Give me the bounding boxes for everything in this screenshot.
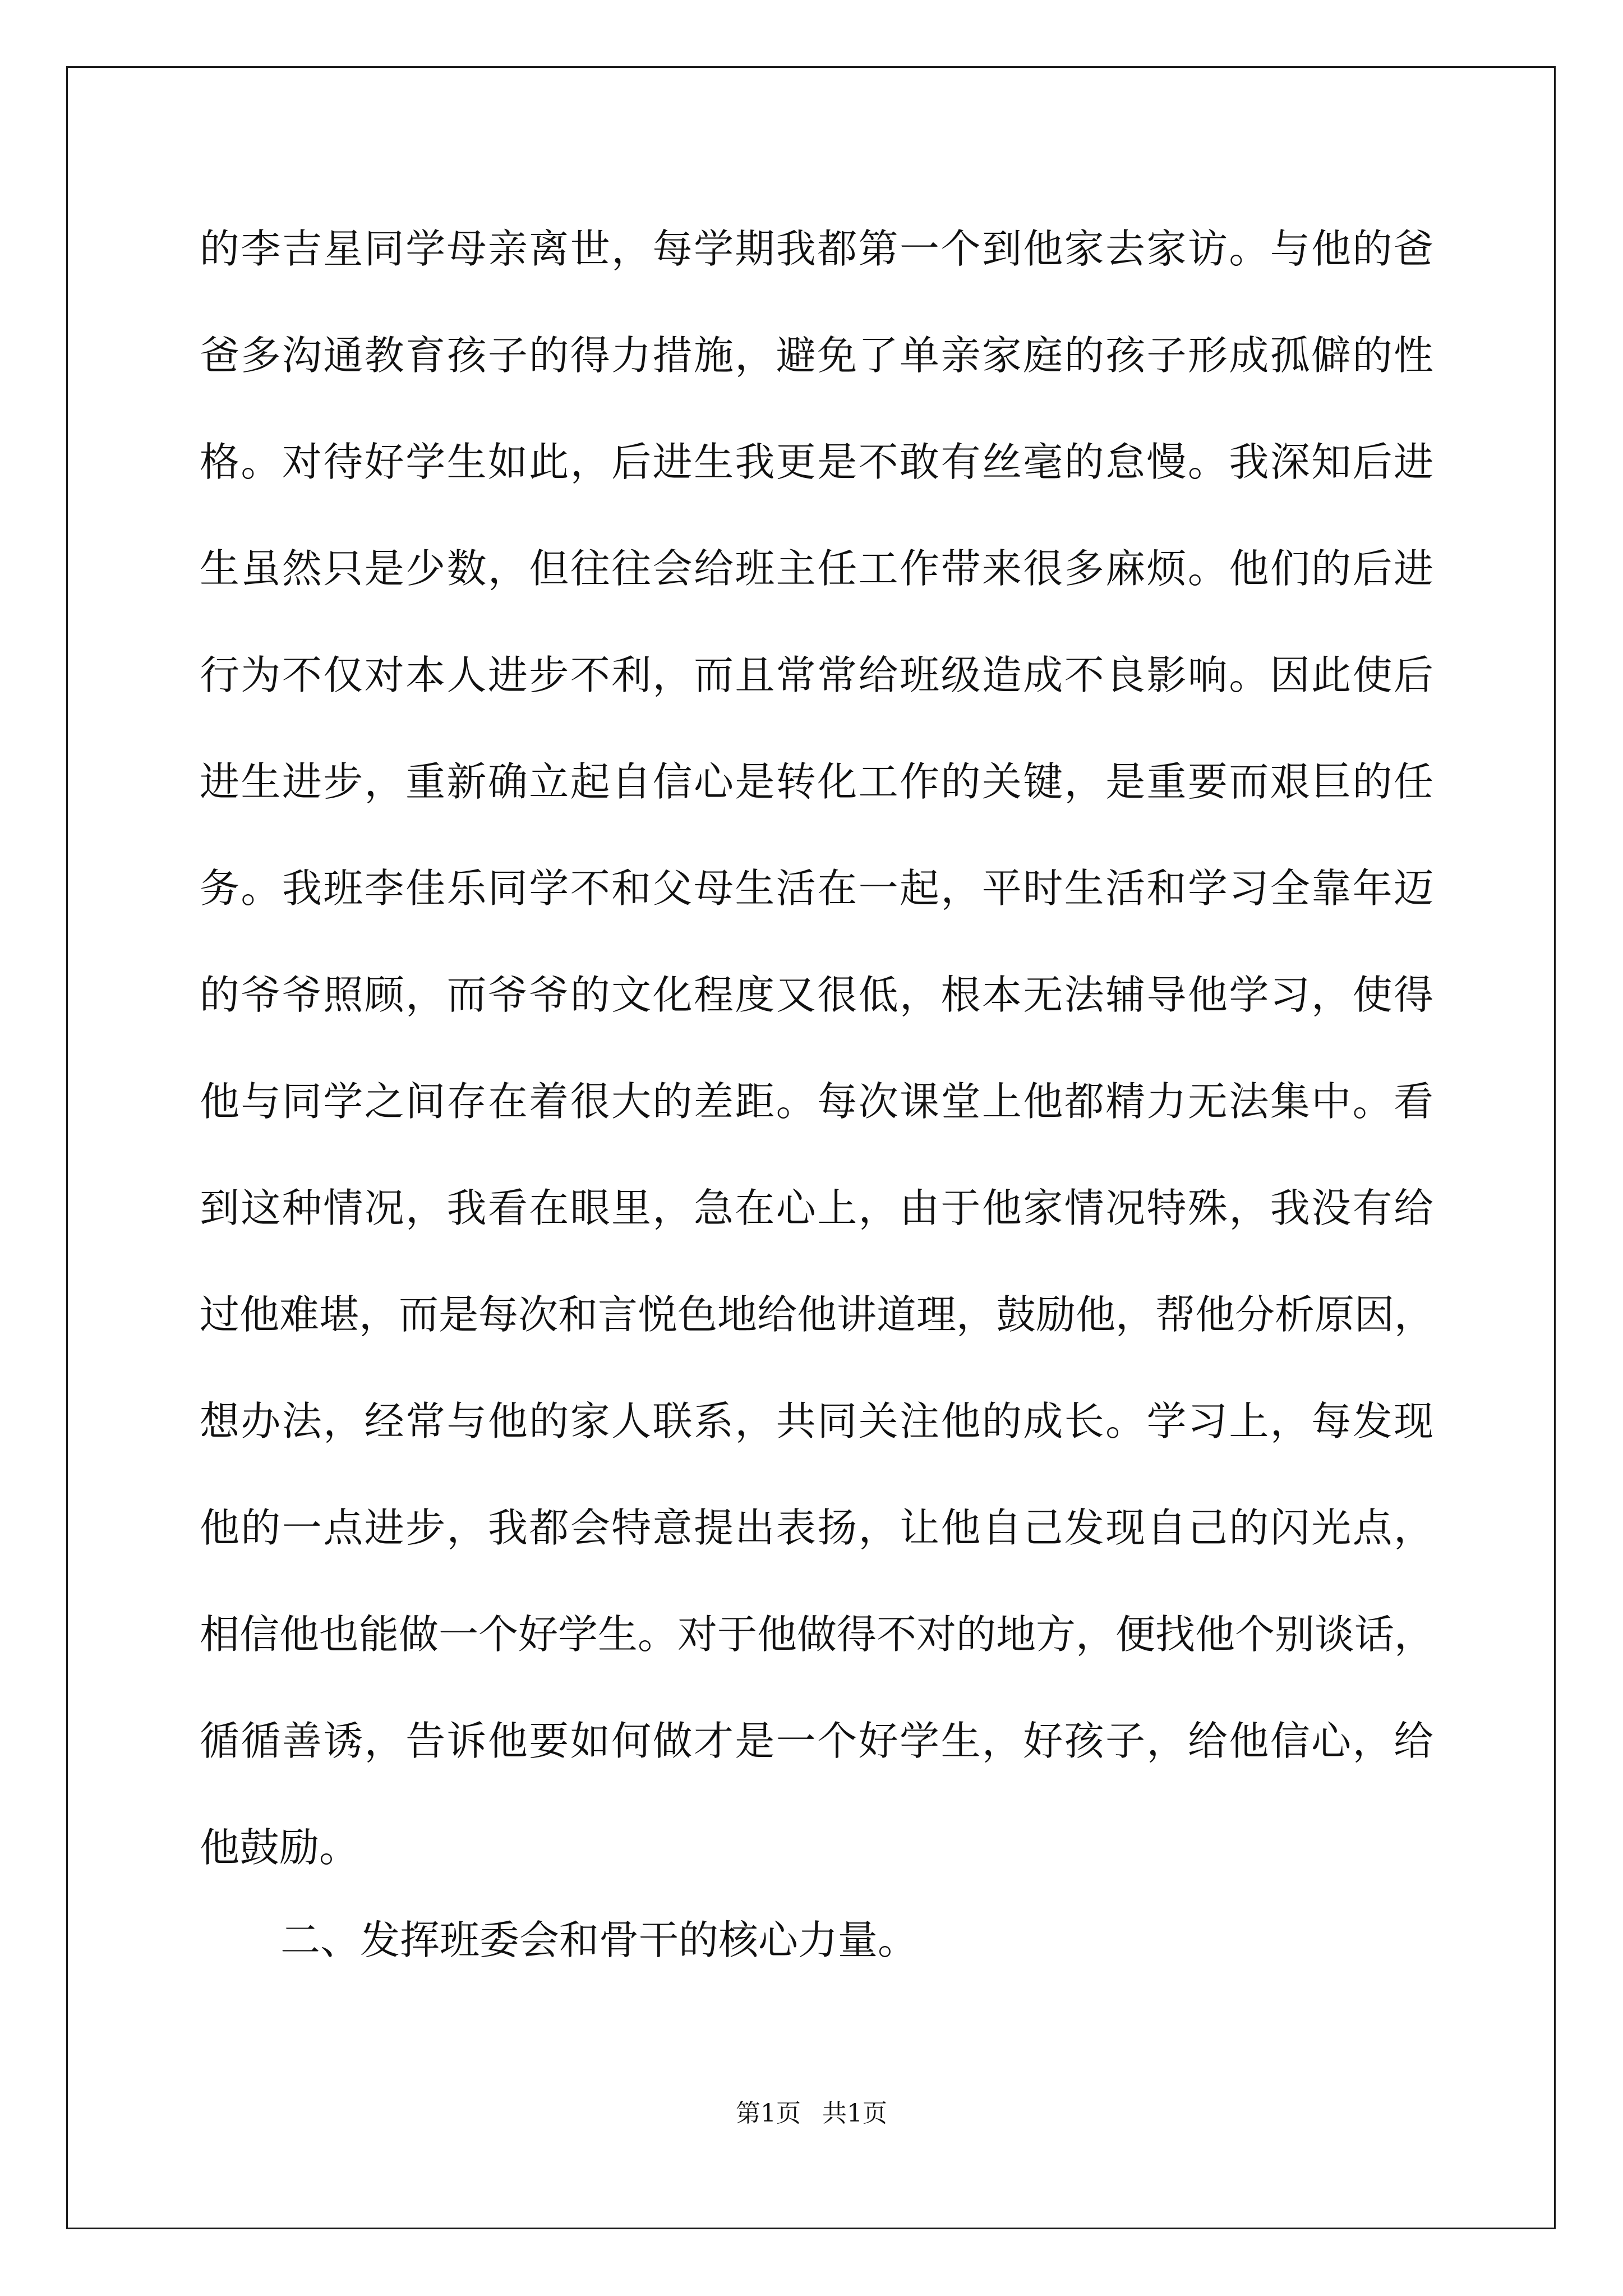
paragraph-line: 到这种情况，我看在眼里，急在心上，由于他家情况特殊，我没有给 (200, 1185, 1433, 1231)
paragraph-line: 进生进步，重新确立起自信心是转化工作的关键，是重要而艰巨的任 (200, 758, 1433, 805)
paragraph-line: 他鼓励。 (200, 1824, 359, 1871)
paragraph-line: 生虽然只是少数，但往往会给班主任工作带来很多麻烦。他们的后进 (200, 545, 1433, 592)
paragraph-line: 过他难堪，而是每次和言悦色地给他讲道理，鼓励他，帮他分析原因， (200, 1291, 1435, 1338)
paragraph-line: 格。对待好学生如此，后进生我更是不敢有丝毫的怠慢。我深知后进 (200, 439, 1433, 485)
paragraph-line: 的爷爷照顾，而爷爷的文化程度又很低，根本无法辅导他学习，使得 (200, 972, 1433, 1018)
section-heading: 二、发挥班委会和骨干的核心力量。 (280, 1917, 918, 1963)
paragraph-line: 行为不仅对本人进步不利，而且常常给班级造成不良影响。因此使后 (200, 652, 1433, 698)
paragraph-line: 务。我班李佳乐同学不和父母生活在一起，平时生活和学习全靠年迈 (200, 865, 1433, 912)
paragraph-line: 的李吉星同学母亲离世，每学期我都第一个到他家去家访。与他的爸 (200, 226, 1433, 272)
paragraph-line: 他的一点进步，我都会特意提出表扬，让他自己发现自己的闪光点， (200, 1504, 1433, 1551)
page-number-current: 第1页 (736, 2099, 801, 2128)
paragraph-line: 想办法，经常与他的家人联系，共同关注他的成长。学习上，每发现 (200, 1398, 1433, 1444)
page-number-total: 共1页 (822, 2099, 887, 2128)
paragraph-line: 循循善诱，告诉他要如何做才是一个好学生，好孩子，给他信心，给 (200, 1718, 1433, 1764)
body-paragraph (200, 218, 1433, 1923)
page-footer (0, 2097, 1623, 2131)
paragraph-line: 爸多沟通教育孩子的得力措施，避免了单亲家庭的孩子形成孤僻的性 (200, 332, 1433, 379)
paragraph-line: 相信他也能做一个好学生。对于他做得不对的地方，便找他个别谈话， (200, 1611, 1435, 1658)
paragraph-line: 他与同学之间存在着很大的差距。每次课堂上他都精力无法集中。看 (200, 1078, 1433, 1125)
